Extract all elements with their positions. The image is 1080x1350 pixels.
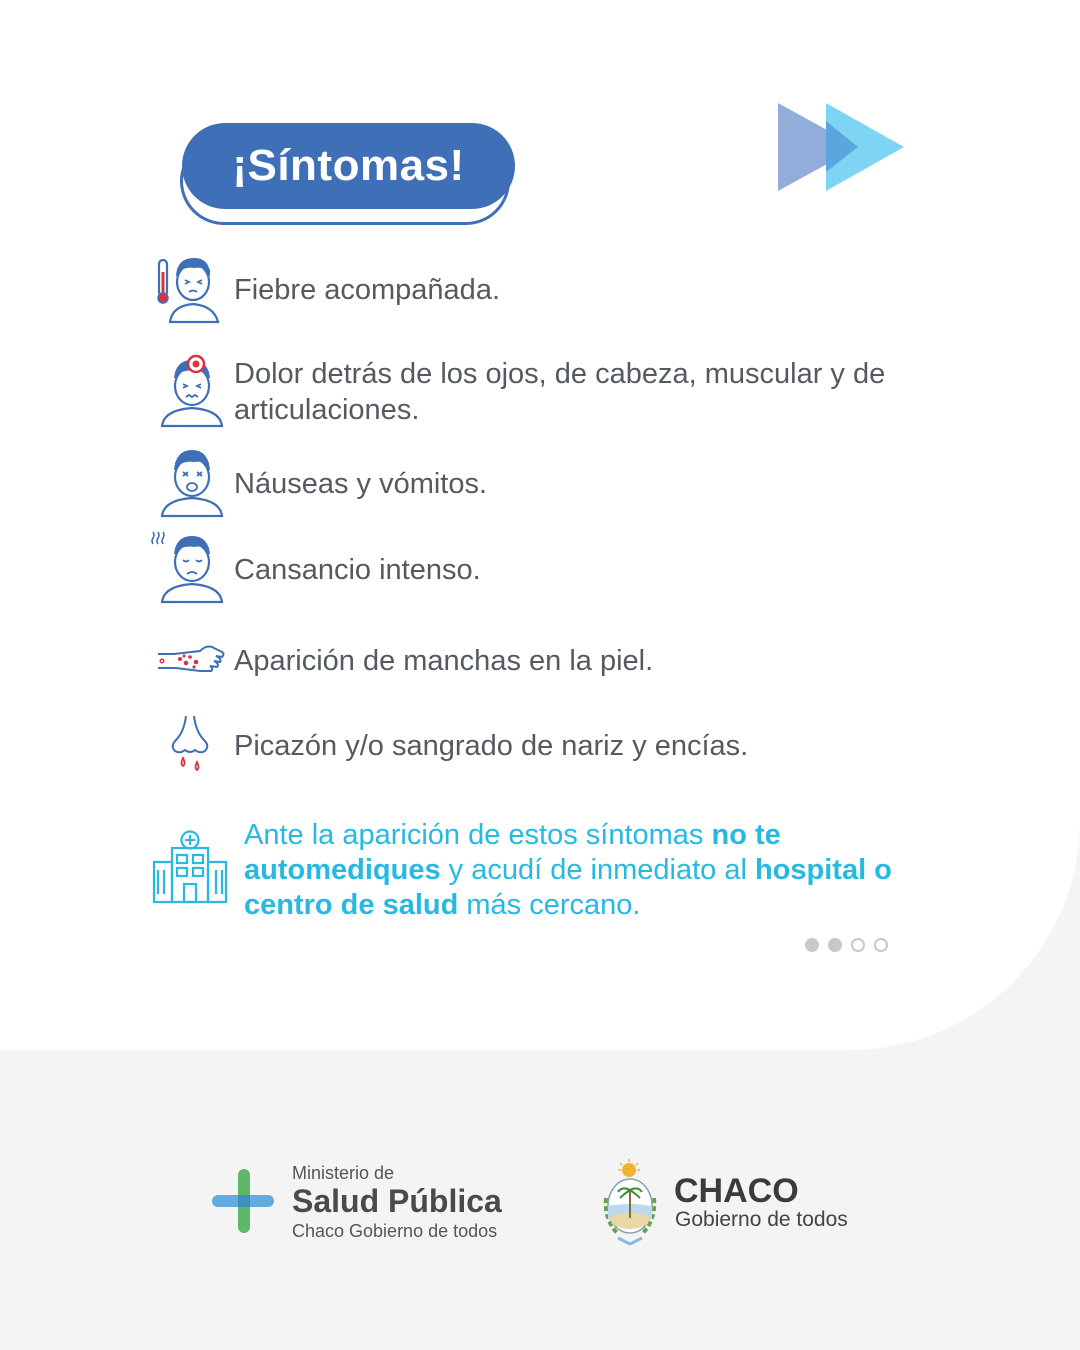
pagination-dot[interactable] (874, 938, 888, 952)
warning-emphasis: no te automediques (244, 819, 781, 886)
symptom-text: Dolor detrás de los ojos, de cabeza, muscular y de articulaciones. (234, 358, 886, 426)
warning-text-part: Ante la aparición de estos síntomas (244, 819, 712, 851)
warning-text-part: y acudí de inmediato al (440, 854, 755, 886)
double-arrow-icon (776, 100, 906, 195)
warning-text-part: más cercano. (458, 889, 641, 921)
skin-rash-hand-icon (150, 621, 230, 701)
nose-bleed-icon (150, 706, 230, 786)
tired-face-icon (150, 530, 230, 610)
page-title: ¡Síntomas! (182, 123, 515, 209)
symptom-text: Fiebre acompañada. (234, 274, 500, 306)
gobierno-label: Gobierno de todos (675, 1208, 848, 1231)
symptom-text: Aparición de manchas en la piel. (234, 645, 654, 677)
symptom-item (150, 621, 930, 701)
thermometer-face-icon (150, 250, 230, 330)
symptom-text: Cansancio intenso. (234, 554, 481, 586)
pagination-dot[interactable] (851, 938, 865, 952)
chaco-gobierno-label: Chaco Gobierno de todos (292, 1221, 498, 1241)
pagination-dot[interactable] (805, 938, 819, 952)
warning-emphasis: hospital o centro de salud (244, 854, 892, 921)
chaco-coat-of-arms-icon (598, 1158, 662, 1248)
chaco-logo (598, 1158, 898, 1248)
chaco-title: CHACO (674, 1172, 799, 1210)
symptom-item (150, 530, 930, 610)
symptom-item (150, 250, 930, 330)
headache-face-icon (150, 352, 230, 432)
hospital-icon (150, 830, 230, 904)
symptom-text: Picazón y/o sangrado de nariz y encías. (234, 730, 749, 762)
salud-publica-label: Salud Pública (292, 1183, 502, 1219)
symptom-text: Náuseas y vómitos. (234, 468, 488, 500)
nausea-face-icon (150, 444, 230, 524)
pagination-dots (805, 938, 888, 952)
symptom-item (150, 444, 930, 524)
title-pill (180, 123, 515, 211)
symptom-item (150, 706, 930, 786)
ministerio-label: Ministerio de (292, 1163, 395, 1183)
pagination-dot[interactable] (828, 938, 842, 952)
ministerio-salud-logo (212, 1163, 542, 1243)
symptom-item (150, 352, 930, 432)
warning-text (244, 818, 904, 923)
health-cross-icon (212, 1167, 276, 1237)
